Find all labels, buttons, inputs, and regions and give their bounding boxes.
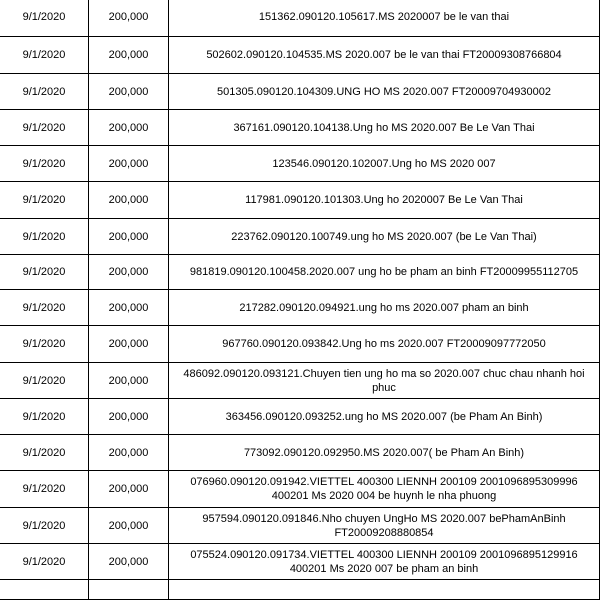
date-cell: 9/1/2020 — [0, 471, 89, 508]
table-row — [0, 363, 600, 399]
amount-cell: 200,000 — [89, 219, 169, 255]
amount-cell — [89, 580, 169, 600]
table-row — [0, 110, 600, 146]
date-cell: 9/1/2020 — [0, 399, 89, 435]
amount-cell: 200,000 — [89, 74, 169, 110]
table-row — [0, 399, 600, 435]
date-cell: 9/1/2020 — [0, 255, 89, 290]
amount-cell: 200,000 — [89, 110, 169, 146]
amount-cell: 200,000 — [89, 471, 169, 508]
date-cell: 9/1/2020 — [0, 0, 89, 37]
date-cell: 9/1/2020 — [0, 37, 89, 74]
amount-cell: 200,000 — [89, 399, 169, 435]
amount-cell: 200,000 — [89, 363, 169, 399]
amount-cell: 200,000 — [89, 37, 169, 74]
description-cell: 223762.090120.100749.ung ho MS 2020.007 (be Le Van Thai) — [169, 219, 600, 255]
description-cell: 075524.090120.091734.VIETTEL 400300 LIENNH 200109 2001096895129916 400201 Ms 2020 007 be pham an binh — [169, 544, 600, 580]
amount-cell: 200,000 — [89, 544, 169, 580]
amount-cell: 200,000 — [89, 290, 169, 326]
table-row — [0, 326, 600, 363]
table-row — [0, 471, 600, 508]
date-cell: 9/1/2020 — [0, 326, 89, 363]
table-row — [0, 580, 600, 600]
description-cell: 773092.090120.092950.MS 2020.007( be Pham An Binh) — [169, 435, 600, 471]
description-cell: 117981.090120.101303.Ung ho 2020007 Be Le Van Thai — [169, 182, 600, 219]
description-cell: 076960.090120.091942.VIETTEL 400300 LIENNH 200109 2001096895309996 400201 Ms 2020 004 be huynh le nha phuong — [169, 471, 600, 508]
date-cell: 9/1/2020 — [0, 110, 89, 146]
amount-cell: 200,000 — [89, 0, 169, 37]
amount-cell: 200,000 — [89, 435, 169, 471]
date-cell: 9/1/2020 — [0, 435, 89, 471]
date-cell — [0, 580, 89, 600]
date-cell: 9/1/2020 — [0, 290, 89, 326]
table-row — [0, 435, 600, 471]
table-row — [0, 146, 600, 182]
table-row — [0, 182, 600, 219]
description-cell — [169, 580, 600, 600]
table-row — [0, 290, 600, 326]
date-cell: 9/1/2020 — [0, 146, 89, 182]
date-cell: 9/1/2020 — [0, 544, 89, 580]
amount-cell: 200,000 — [89, 326, 169, 363]
description-cell: 501305.090120.104309.UNG HO MS 2020.007 FT20009704930002 — [169, 74, 600, 110]
description-cell: 123546.090120.102007.Ung ho MS 2020 007 — [169, 146, 600, 182]
description-cell: 217282.090120.094921.ung ho ms 2020.007 pham an binh — [169, 290, 600, 326]
table-row — [0, 37, 600, 74]
description-cell: 981819.090120.100458.2020.007 ung ho be pham an binh FT20009955112705 — [169, 255, 600, 290]
date-cell: 9/1/2020 — [0, 219, 89, 255]
description-cell: 151362.090120.105617.MS 2020007 be le van thai — [169, 0, 600, 37]
amount-cell: 200,000 — [89, 508, 169, 544]
amount-cell: 200,000 — [89, 182, 169, 219]
table-row — [0, 74, 600, 110]
description-cell: 967760.090120.093842.Ung ho ms 2020.007 FT20009097772050 — [169, 326, 600, 363]
description-cell: 363456.090120.093252.ung ho MS 2020.007 (be Pham An Binh) — [169, 399, 600, 435]
table-row — [0, 255, 600, 290]
description-cell: 502602.090120.104535.MS 2020.007 be le van thai FT20009308766804 — [169, 37, 600, 74]
description-cell: 367161.090120.104138.Ung ho MS 2020.007 Be Le Van Thai — [169, 110, 600, 146]
description-cell: 957594.090120.091846.Nho chuyen UngHo MS 2020.007 bePhamAnBinh FT20009208880854 — [169, 508, 600, 544]
table-row — [0, 508, 600, 544]
date-cell: 9/1/2020 — [0, 508, 89, 544]
amount-cell: 200,000 — [89, 255, 169, 290]
table-row — [0, 544, 600, 580]
amount-cell: 200,000 — [89, 146, 169, 182]
table-row — [0, 219, 600, 255]
date-cell: 9/1/2020 — [0, 182, 89, 219]
date-cell: 9/1/2020 — [0, 74, 89, 110]
date-cell: 9/1/2020 — [0, 363, 89, 399]
description-cell: 486092.090120.093121.Chuyen tien ung ho ma so 2020.007 chuc chau nhanh hoi phuc — [169, 363, 600, 399]
table-row — [0, 0, 600, 37]
